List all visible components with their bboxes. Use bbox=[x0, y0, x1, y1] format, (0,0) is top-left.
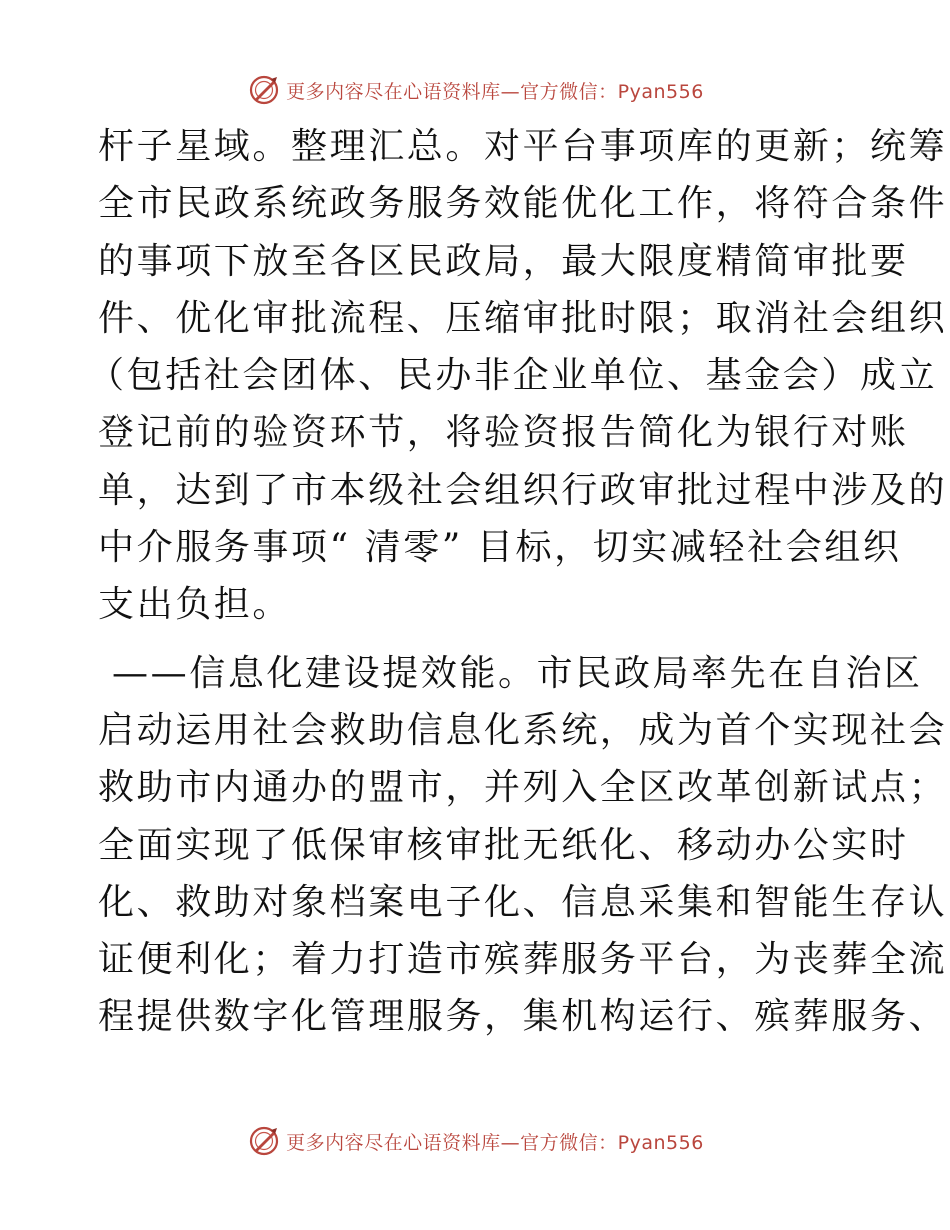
text-line: 件、优化审批流程、压缩审批时限；取消社会组织 bbox=[98, 297, 948, 339]
brand-logo-icon bbox=[246, 72, 282, 108]
brand-logo-icon bbox=[246, 1123, 282, 1159]
text-line: 化、救助对象档案电子化、信息采集和智能生存认 bbox=[98, 881, 948, 923]
text-line: 证便利化；着力打造市殡葬服务平台，为丧葬全流 bbox=[98, 939, 948, 981]
text-line: 杆子星域。整理汇总。对平台事项库的更新；统筹 bbox=[98, 126, 948, 167]
text-line: 救助市内通办的盟市，并列入全区改革创新试点； bbox=[98, 767, 948, 809]
text-line: 全市民政系统政务服务效能优化工作，将符合条件 bbox=[98, 183, 948, 225]
footer-banner bbox=[0, 1121, 950, 1161]
text-line: 的事项下放至各区民政局，最大限度精简审批要 bbox=[98, 240, 909, 282]
paragraph-2 bbox=[98, 645, 948, 1046]
text-line: 单，达到了市本级社会组织行政审批过程中涉及的 bbox=[98, 469, 948, 511]
document-body bbox=[88, 118, 948, 1046]
header-banner-text: 更多内容尽在心语资料库—官方微信：Pyan556 bbox=[286, 80, 704, 103]
text-line: 全面实现了低保审核审批无纸化、移动办公实时 bbox=[98, 824, 909, 866]
text-line: 登记前的验资环节，将验资报告简化为银行对账 bbox=[98, 412, 909, 454]
text-line: 程提供数字化管理服务，集机构运行、殡葬服务、 bbox=[98, 996, 948, 1038]
text-line: 支出负担。 bbox=[98, 584, 292, 626]
text-line: ——信息化建设提效能。市民政局率先在自治区 bbox=[98, 652, 923, 694]
text-line: 中介服务事项“ 清零” 目标，切实减轻社会组织 bbox=[98, 527, 902, 569]
footer-banner-text: 更多内容尽在心语资料库—官方微信：Pyan556 bbox=[286, 1131, 704, 1154]
header-banner bbox=[0, 70, 950, 110]
text-line: 启动运用社会救助信息化系统，成为首个实现社会 bbox=[98, 709, 948, 751]
paragraph-1 bbox=[88, 118, 948, 634]
text-line: （包括社会团体、民办非企业单位、基金会）成立 bbox=[88, 355, 938, 397]
